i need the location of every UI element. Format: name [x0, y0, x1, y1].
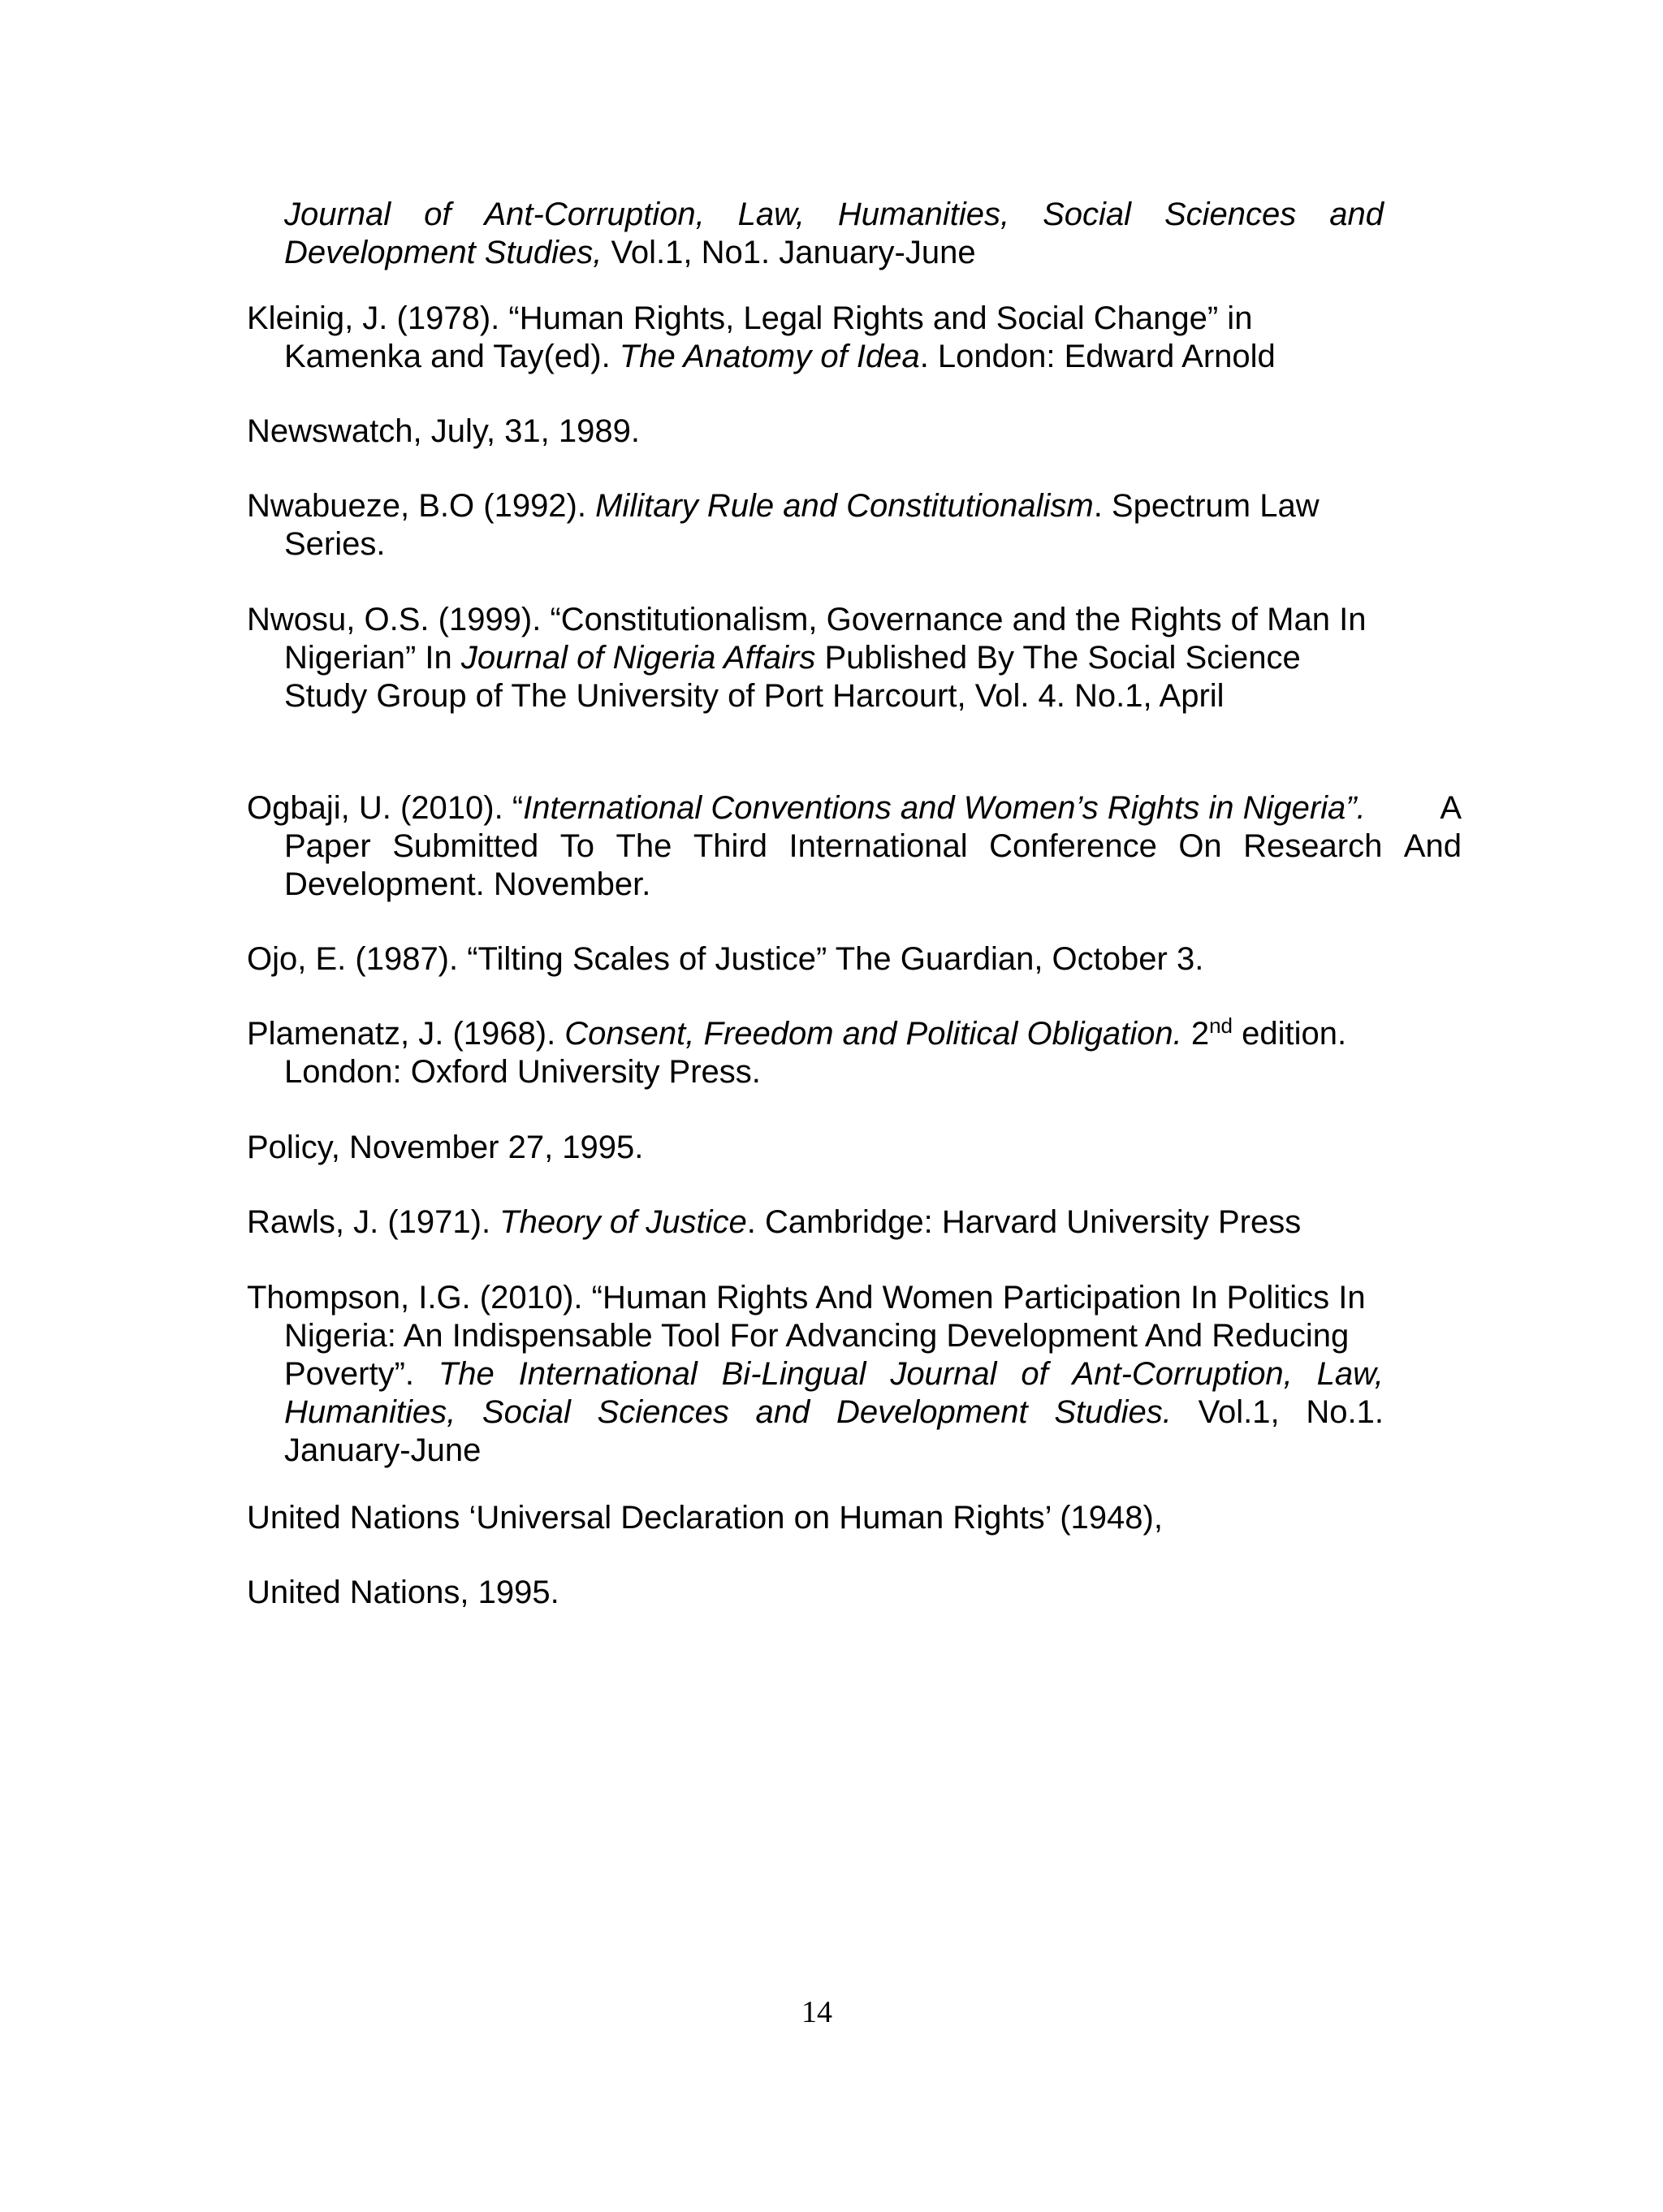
reference-text: . Cambridge: Harvard University Press [746, 1204, 1302, 1240]
reference-text: . Spectrum Law [1093, 488, 1320, 524]
reference-line [247, 338, 1276, 376]
reference-text: edition. [1233, 1016, 1347, 1052]
word: Research [1243, 828, 1383, 864]
word: International [788, 828, 968, 864]
word: The [616, 828, 672, 864]
journal-title: Development Studies, [284, 235, 603, 270]
reference-text: A [1440, 790, 1462, 826]
reference-nwabueze [247, 487, 1320, 564]
word: Conference [989, 828, 1157, 864]
reference-line [247, 1015, 1346, 1053]
reference-line: United Nations, 1995. [247, 1575, 559, 1610]
reference-line: Newswatch, July, 31, 1989. [247, 413, 640, 449]
reference-line: Ojo, E. (1987). “Tilting Scales of Justice” The Guardian, October 3. [247, 941, 1204, 977]
book-title: Consent, Freedom and Political Obligation. [564, 1016, 1182, 1052]
word: Law, [737, 197, 805, 232]
reference-line: United Nations ‘Universal Declaration on Human Rights’ (1948), [247, 1500, 1163, 1536]
book-title: Theory of Justice [499, 1204, 747, 1240]
word: And [1403, 828, 1462, 864]
word: Bi-Lingual [721, 1356, 866, 1392]
journal-title: Journal of Nigeria Affairs [460, 640, 816, 676]
word: of [424, 197, 451, 232]
reference-line: Study Group of The University of Port Harcourt, Vol. 4. No.1, April [284, 678, 1225, 714]
reference-line: Kleinig, J. (1978). “Human Rights, Legal Rights and Social Change” in [247, 300, 1253, 336]
reference-plamenatz [247, 1015, 1346, 1091]
reference-un-udhr [247, 1499, 1163, 1537]
reference-newswatch [247, 413, 640, 451]
reference-ojo [247, 940, 1203, 979]
word: The [438, 1356, 495, 1392]
word: Paper [284, 828, 371, 864]
word: Studies. [1054, 1394, 1172, 1430]
word: Third [693, 828, 767, 864]
reference-text: Kamenka and Tay(ed). [284, 339, 620, 374]
word: On [1178, 828, 1222, 864]
reference-text: Ogbaji, U. (2010). “ [247, 790, 524, 826]
reference-text: Rawls, J. (1971). [247, 1204, 500, 1240]
reference-journal-continuation [247, 196, 1384, 272]
reference-line [247, 1203, 1301, 1242]
word: Submitted [392, 828, 539, 864]
word: Vol.1, [1198, 1394, 1280, 1430]
reference-line [247, 1355, 1384, 1393]
book-title: The Anatomy of Idea [619, 339, 920, 374]
word: Ant-Corruption, [484, 197, 705, 232]
word: Humanities, [284, 1394, 456, 1430]
word: Journal [284, 197, 391, 232]
reference-text: Plamenatz, J. (1968). [247, 1016, 565, 1052]
reference-line [247, 487, 1320, 525]
reference-thompson [247, 1279, 1384, 1470]
reference-line [247, 196, 1384, 234]
word: To [559, 828, 595, 864]
word: Social [1043, 197, 1132, 232]
word: and [755, 1394, 810, 1430]
word: Humanities, [837, 197, 1010, 232]
reference-line [247, 827, 1462, 866]
reference-line [247, 789, 1462, 827]
reference-line: London: Oxford University Press. [284, 1054, 761, 1090]
reference-line: Policy, November 27, 1995. [247, 1130, 644, 1165]
superscript: nd [1209, 1013, 1233, 1038]
reference-line: Thompson, I.G. (2010). “Human Rights And Women Participation In Politics In [247, 1280, 1366, 1316]
word: and [1329, 197, 1384, 232]
reference-text: . London: Edward Arnold [919, 339, 1276, 374]
reference-line: Nigeria: An Indispensable Tool For Advancing Development And Reducing [284, 1318, 1350, 1354]
paper-title: International Conventions and Women’s Rights in Nigeria”. [523, 790, 1366, 826]
reference-line: Nwosu, O.S. (1999). “Constitutionalism, Governance and the Rights of Man In [247, 602, 1367, 637]
word: Development [836, 1394, 1028, 1430]
reference-line [247, 234, 1384, 272]
reference-ogbaji [247, 789, 1462, 904]
word: Social [482, 1394, 571, 1430]
reference-line: Development. November. [284, 866, 651, 902]
page-number: 14 [801, 1995, 832, 2029]
word: Ant-Corruption, [1072, 1356, 1293, 1392]
reference-rawls [247, 1203, 1301, 1242]
reference-text: 2 [1181, 1016, 1210, 1052]
word: Poverty”. [284, 1356, 415, 1392]
reference-text: Published By The Social Science [815, 640, 1301, 676]
word: International [518, 1356, 698, 1392]
word: of [1021, 1356, 1048, 1392]
reference-line [247, 1393, 1384, 1432]
reference-text: Vol.1, No1. January-June [602, 235, 976, 270]
word: Journal [890, 1356, 997, 1392]
word: Sciences [597, 1394, 729, 1430]
reference-policy [247, 1129, 643, 1167]
reference-line [247, 639, 1366, 677]
reference-line: Series. [284, 526, 386, 562]
word: Law, [1316, 1356, 1384, 1392]
reference-text-wrap [247, 789, 1366, 827]
reference-kleinig [247, 300, 1276, 376]
book-title: Military Rule and Constitutionalism [595, 488, 1094, 524]
reference-line: January-June [284, 1432, 482, 1468]
reference-text: Nwabueze, B.O (1992). [247, 488, 596, 524]
reference-un-1995 [247, 1574, 559, 1612]
word: Sciences [1164, 197, 1297, 232]
reference-nwosu [247, 601, 1366, 715]
reference-text: Nigerian” In [284, 640, 461, 676]
word: No.1. [1306, 1394, 1384, 1430]
